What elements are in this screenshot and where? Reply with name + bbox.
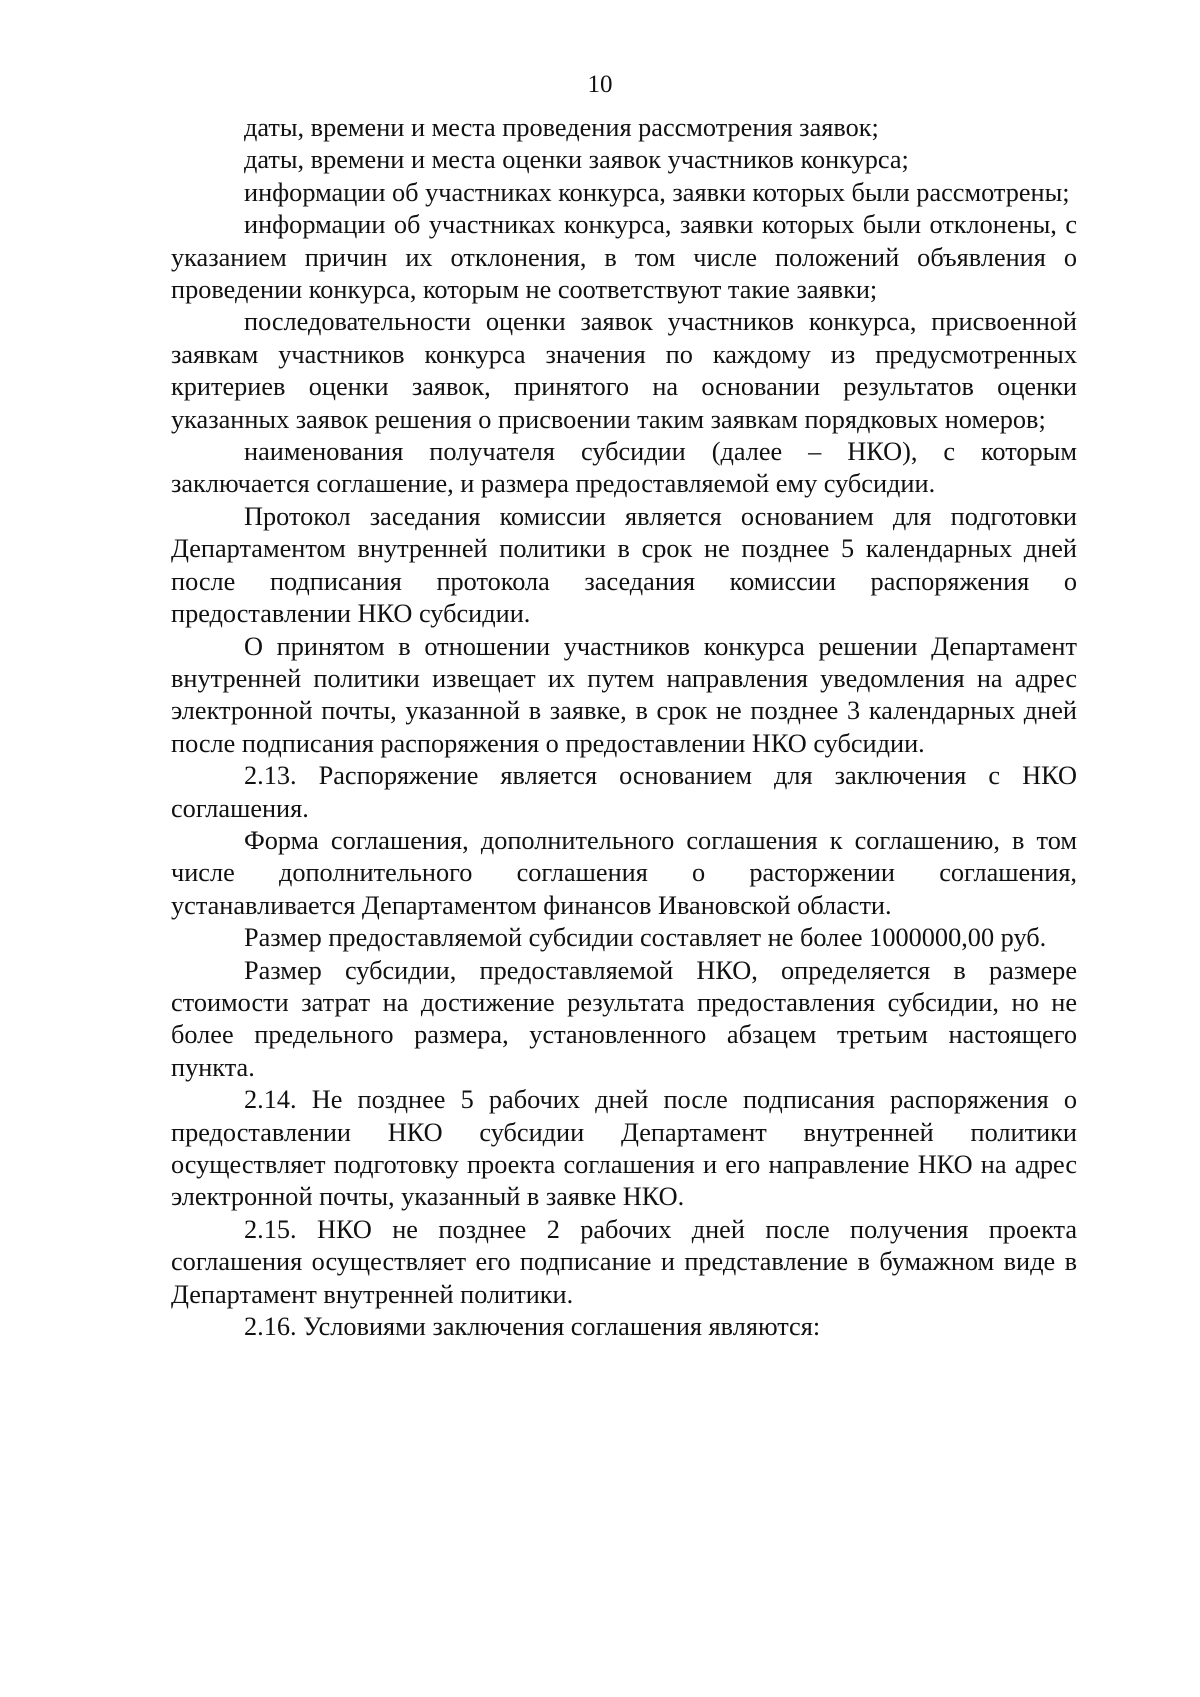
paragraph-commission-protocol: Протокол заседания комиссии является основанием для подготовки Департаментом внутренней политики в срок не позднее 5 календарных дней после подписания протокола заседания комиссии распоряжения о предоставлении НКО субсидии. [171, 501, 1077, 629]
paragraph-reviewed-participants: информации об участниках конкурса, заявки которых были рассмотрены; [244, 177, 1070, 207]
paragraph-rejected-participants: информации об участниках конкурса, заявки которых были отклонены, с указанием причин их отклонения, в том числе положений объявления о проведении конкурса, которым не соответствуют такие заявки; [171, 210, 1077, 305]
paragraph-subsidy-limit: Размер предоставляемой субсидии составляет не более 1000000,00 руб. [244, 923, 1047, 953]
paragraph-review-date: даты, времени и места проведения рассмотрения заявок; [244, 113, 879, 142]
paragraph-2-15: 2.15. НКО не позднее 2 рабочих дней после получения проекта соглашения осуществляет его подписание и представление в бумажном виде в Департамент внутренней политики. [171, 1214, 1077, 1309]
document-body [171, 112, 1077, 1343]
paragraph-participant-notification: О принятом в отношении участников конкурса решении Департамент внутренней политики извещает их путем направления уведомления на адрес электронной почты, указанной в заявке, в срок не позднее 3 календарных дней после подписания распоряжения о предоставлении НКО субсидии. [171, 631, 1077, 758]
paragraph-2-13: 2.13. Распоряжение является основанием для заключения с НКО соглашения. [171, 761, 1077, 823]
paragraph-subsidy-amount: Размер субсидии, предоставляемой НКО, определяется в размере стоимости затрат на достижение результата предоставления субсидии, но не более предельного размера, установленного абзацем третьим настоящего пункта. [171, 955, 1077, 1082]
paragraph-agreement-form: Форма соглашения, дополнительного соглашения к соглашению, в том числе дополнительного соглашения о расторжении соглашения, устанавливается Департаментом финансов Ивановской области. [171, 825, 1077, 920]
paragraph-2-16: 2.16. Условиями заключения соглашения являются: [244, 1312, 821, 1342]
paragraph-recipient-name: наименования получателя субсидии (далее – НКО), с которым заключается соглашение, и размера предоставляемой ему субсидии. [171, 437, 1077, 499]
page-number: 10 [587, 71, 613, 98]
paragraph-2-14: 2.14. Не позднее 5 рабочих дней после подписания распоряжения о предоставлении НКО субсидии Департамент внутренней политики осуществляет подготовку проекта соглашения и его направление НКО на адрес электронной почты, указанный в заявке НКО. [171, 1085, 1077, 1212]
paragraph-evaluation-sequence: последовательности оценки заявок участников конкурса, присвоенной заявкам участников конкурса значения по каждому из предусмотренных критериев оценки заявок, принятого на основании результатов оценки указанных заявок решения о присвоении таким заявкам порядковых номеров; [171, 307, 1077, 434]
paragraph-evaluation-date: даты, времени и места оценки заявок участников конкурса; [244, 145, 909, 175]
